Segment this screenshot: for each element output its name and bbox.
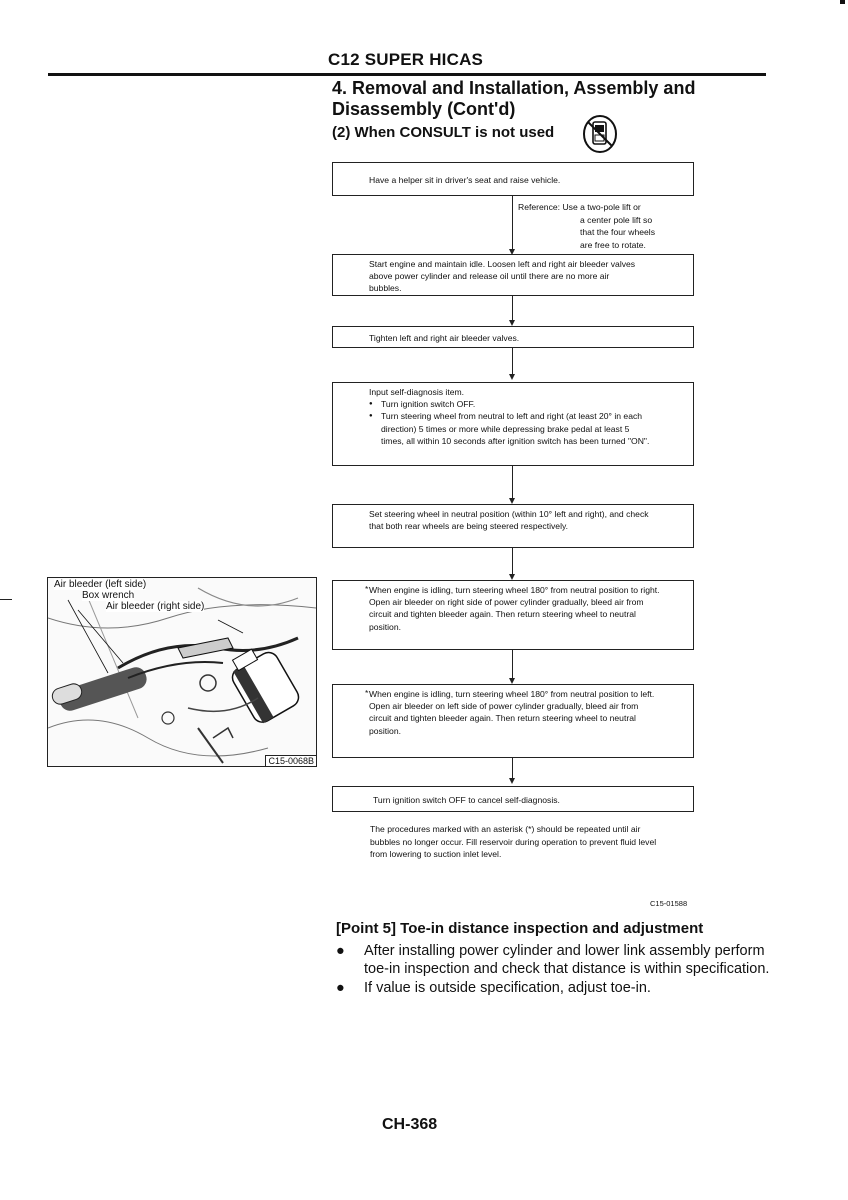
- flow-step-2: [332, 254, 694, 296]
- corner-mark: [840, 0, 845, 4]
- flow-step-7-asterisk: *: [365, 688, 369, 698]
- no-consult-icon: [582, 114, 618, 154]
- reference-note: [518, 201, 698, 251]
- connector-3-arrow: [509, 374, 515, 380]
- flowchart-code: C15-01588: [650, 899, 688, 908]
- flow-step-7-text: When engine is idling, turn steering wheel 180° from neutral position to left. Open air bleeder on left side of power cylinder gradually, bleed air from circuit and tighten bleeder again. Then return steering wheel to neutral position.: [369, 689, 655, 736]
- connector-2: [512, 296, 513, 323]
- flow-step-4-title: Input self-diagnosis item.: [369, 387, 465, 397]
- flow-step-4-item-2: ● Turn steering wheel from neutral to left and right (at least 20° in each direction) 5 times or more while depressing brake pedal at least 5 times, all within 10 seconds after ignition switch has been turned "ON".: [381, 410, 653, 447]
- connector-6: [512, 650, 513, 680]
- figure-label-left-bleeder: Air bleeder (left side): [54, 579, 147, 590]
- flow-step-6-text: When engine is idling, turn steering wheel 180° from neutral position to right. Open air bleeder on right side of power cylinder gradually, bleed air from circuit and tighten bleeder again. Then return steering wheel to neutral position.: [369, 585, 660, 632]
- point-5-bullet-2: If value is outside specification, adjust toe-in.: [364, 980, 651, 996]
- flow-step-3-text: Tighten left and right air bleeder valves.: [369, 333, 520, 343]
- flow-step-5: [332, 504, 694, 548]
- point-5-bullets: [336, 943, 780, 1000]
- connector-5: [512, 548, 513, 576]
- page-header-title: C12 SUPER HICAS: [328, 50, 484, 69]
- reference-label: Reference:: [518, 202, 561, 212]
- figure-label-box-wrench: Box wrench: [82, 590, 135, 601]
- page-number: CH-368: [382, 1116, 438, 1133]
- air-bleeder-illustration: [47, 577, 317, 767]
- connector-4: [512, 466, 513, 500]
- flow-step-5-text: Set steering wheel in neutral position (within 10° left and right), and check that both rear wheels are being steered respectively.: [369, 509, 649, 532]
- bullet-icon: ●: [336, 943, 345, 959]
- section-title: 4. Removal and Installation, Assembly and Disassembly (Cont'd): [332, 78, 696, 119]
- flow-step-4: [332, 382, 694, 466]
- asterisk-note: The procedures marked with an asterisk (*) should be repeated until air bubbles no longer occur. Fill reservoir during operation to prevent fluid level from lowering to suction inlet level.: [370, 824, 657, 859]
- connector-7-arrow: [509, 778, 515, 784]
- flow-step-2-text: Start engine and maintain idle. Loosen left and right air bleeder valves above power cylinder and release oil until there are no more air bubbles.: [369, 259, 636, 294]
- point-5-heading: [Point 5] Toe-in distance inspection and adjustment: [336, 920, 704, 937]
- figure-label-right-bleeder: Air bleeder (right side): [106, 601, 205, 612]
- flow-step-8: [332, 786, 694, 812]
- reference-line-3: that the four wheels: [580, 227, 656, 237]
- flow-step-4-item-1: ● Turn ignition switch OFF.: [381, 398, 653, 410]
- flow-step-1-text: Have a helper sit in driver's seat and raise vehicle.: [369, 175, 561, 185]
- flow-step-6-asterisk: *: [365, 584, 369, 594]
- reference-line-2: a center pole lift so: [580, 214, 653, 225]
- flow-step-3: [332, 326, 694, 348]
- bullet-icon: ●: [336, 980, 345, 996]
- flow-step-7: [332, 684, 694, 758]
- list-item: [336, 980, 780, 998]
- reference-line-1: Use a two-pole lift or: [562, 202, 641, 212]
- reference-line-4: are free to rotate.: [580, 239, 646, 250]
- list-item: [336, 943, 780, 978]
- connector-7: [512, 758, 513, 780]
- flow-step-1: [332, 162, 694, 196]
- flow-step-6: [332, 580, 694, 650]
- connector-3: [512, 348, 513, 376]
- margin-tick: [0, 599, 12, 600]
- header-rule: [48, 73, 766, 76]
- flow-step-8-text: Turn ignition switch OFF to cancel self-diagnosis.: [373, 795, 560, 805]
- section-subtitle: (2) When CONSULT is not used: [332, 124, 555, 141]
- point-5-bullet-1: After installing power cylinder and lower link assembly perform toe-in inspection and check that distance is within specification.: [364, 943, 770, 977]
- figure-code: C15-0068B: [265, 755, 316, 766]
- connector-1: [512, 196, 513, 251]
